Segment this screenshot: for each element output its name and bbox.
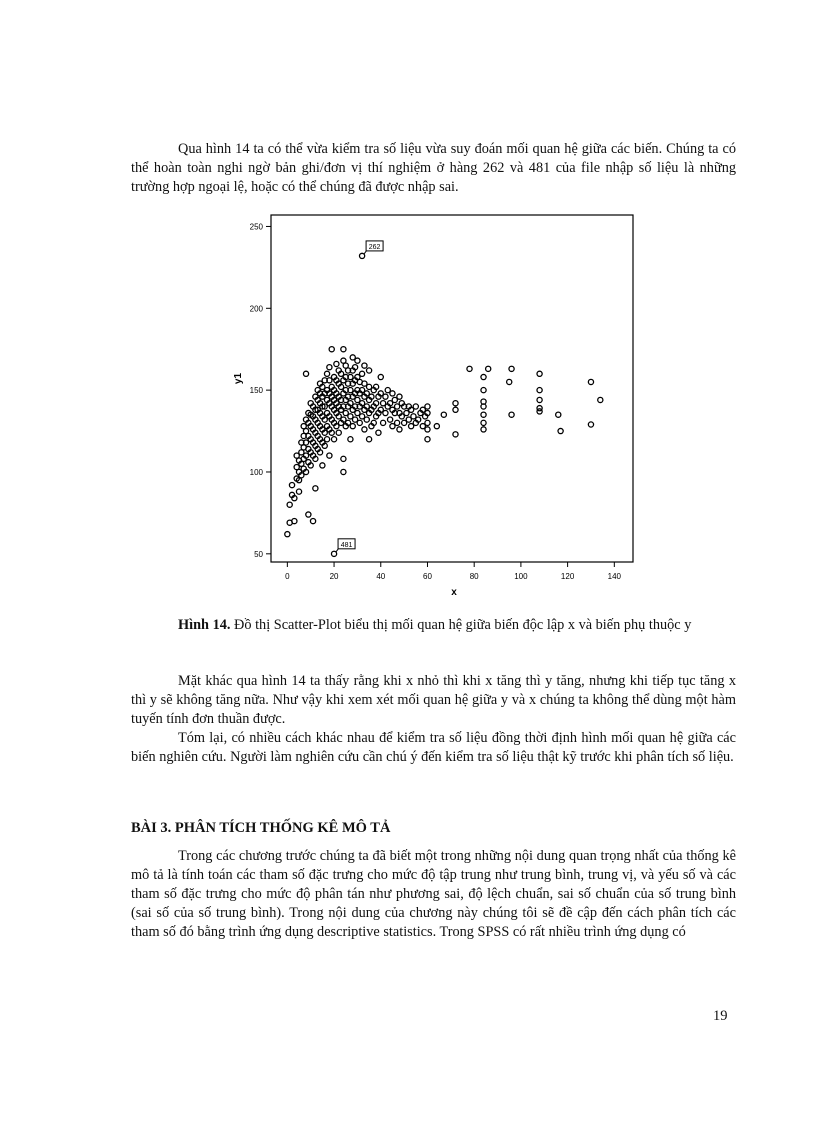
paragraph-observation: Mặt khác qua hình 14 ta thấy rằng khi x nhỏ thì khi x tăng thì y tăng, nhưng khi tiếp tục tăng x thì y sẽ không tăng nữa. Như vậy khi xem xét mối quan hệ giữa y và x chúng ta không thể dùng một hàm tuyến tính đơn thuần được. <box>131 673 736 727</box>
data-point <box>324 371 329 376</box>
data-point <box>556 412 561 417</box>
data-point <box>362 427 367 432</box>
x-tick-label: 40 <box>376 572 386 581</box>
data-point <box>481 388 486 393</box>
data-point <box>537 371 542 376</box>
data-point <box>378 374 383 379</box>
data-point <box>425 437 430 442</box>
data-point <box>296 489 301 494</box>
data-point <box>331 551 336 556</box>
scatter-plot <box>226 210 646 602</box>
data-point <box>558 428 563 433</box>
data-point <box>287 502 292 507</box>
y-tick-label: 200 <box>249 304 263 314</box>
data-point <box>357 420 362 425</box>
data-point <box>390 391 395 396</box>
data-point <box>341 469 346 474</box>
data-point <box>381 420 386 425</box>
data-point <box>289 482 294 487</box>
data-point <box>336 430 341 435</box>
data-point <box>348 437 353 442</box>
x-tick-label: 100 <box>514 572 528 581</box>
data-point <box>324 437 329 442</box>
x-tick-label: 0 <box>285 572 290 581</box>
y-tick-label: 250 <box>249 222 263 232</box>
y-tick-label: 100 <box>249 467 263 477</box>
data-point <box>310 518 315 523</box>
data-point <box>395 420 400 425</box>
data-point <box>350 424 355 429</box>
data-point <box>388 417 393 422</box>
data-point <box>453 432 458 437</box>
data-point <box>383 394 388 399</box>
data-point <box>327 453 332 458</box>
data-point <box>397 394 402 399</box>
data-point <box>507 379 512 384</box>
data-point <box>434 424 439 429</box>
data-point <box>441 412 446 417</box>
data-point <box>425 420 430 425</box>
data-point <box>313 486 318 491</box>
data-point <box>467 366 472 371</box>
x-tick-label: 80 <box>469 572 479 581</box>
data-point <box>588 379 593 384</box>
data-point <box>537 406 542 411</box>
data-point <box>341 456 346 461</box>
data-point <box>413 404 418 409</box>
section-heading: BÀI 3. PHÂN TÍCH THỐNG KÊ MÔ TẢ <box>131 820 391 836</box>
data-point <box>364 417 369 422</box>
data-point <box>598 397 603 402</box>
data-point <box>481 374 486 379</box>
x-tick-label: 140 <box>607 572 621 581</box>
data-point <box>425 427 430 432</box>
data-point <box>303 371 308 376</box>
data-point <box>292 518 297 523</box>
data-point <box>366 368 371 373</box>
data-point <box>366 437 371 442</box>
data-point <box>486 366 491 371</box>
data-point <box>425 404 430 409</box>
data-point <box>362 363 367 368</box>
data-point <box>285 532 290 537</box>
data-point <box>383 410 388 415</box>
x-tick-label: 120 <box>560 572 575 581</box>
data-point <box>320 463 325 468</box>
data-point <box>341 347 346 352</box>
data-point <box>481 427 486 432</box>
x-axis-label: x <box>451 587 457 598</box>
data-point <box>453 401 458 406</box>
data-point <box>481 420 486 425</box>
data-point <box>327 365 332 370</box>
data-point <box>453 407 458 412</box>
paragraph-chapter-intro: Trong các chương trước chúng ta đã biết một trong những nội dung quan trọng nhất của thống kê mô tả là tính toán các tham số đặc trưng cho mức độ tập trung như trung bình, trung vị, và yếu số và các tham số đặc trưng cho mức độ phân tán như phương sai, độ lệch chuẩn, sai số chuẩn của số trung bình (sai số của số trung bình). Trong nội dung của chương này chúng tôi sẽ đề cập đến cách phân tích các tham số đó bằng trình ứng dụng descriptive statistics. Trong SPSS có rất nhiều trình ứng dụng có <box>131 848 736 940</box>
data-point <box>359 253 364 258</box>
paragraph-intro: Qua hình 14 ta có thể vừa kiểm tra số liệu vừa suy đoán mối quan hệ giữa các biến. Chúng ta có thể hoàn toàn nghi ngờ bản ghi/đơn vị thí nghiệm ở hàng 262 và 481 của file nhập số liệu là những trường hợp ngoại lệ, hoặc có thể chúng đã được nhập sai. <box>131 141 736 195</box>
annotation-label: 262 <box>368 243 381 251</box>
data-point <box>537 388 542 393</box>
paragraph-summary: Tóm lại, có nhiều cách khác nhau để kiểm tra số liệu đồng thời định hình mối quan hệ giữa các biến nghiên cứu. Người làm nghiên cứu cần chú ý đến kiểm tra số liệu thật kỹ trước khi phân tích số liệu. <box>131 730 736 765</box>
data-point <box>355 358 360 363</box>
figure-caption <box>131 616 736 635</box>
x-tick-label: 20 <box>329 572 339 581</box>
data-point <box>331 437 336 442</box>
data-point <box>509 412 514 417</box>
data-point <box>329 347 334 352</box>
y-axis-label: y1 <box>233 372 244 385</box>
data-point <box>306 512 311 517</box>
data-point <box>588 422 593 427</box>
x-tick-label: 60 <box>423 572 432 581</box>
data-point <box>334 361 339 366</box>
data-point <box>376 430 381 435</box>
y-tick-label: 50 <box>254 549 263 559</box>
y-tick-label: 150 <box>249 386 263 396</box>
data-point <box>359 371 364 376</box>
caption-text: Đồ thị Scatter-Plot biểu thị mối quan hệ giữa biến độc lập x và biến phụ thuộc y <box>230 617 692 633</box>
data-point <box>509 366 514 371</box>
caption-label: Hình 14. <box>178 617 231 633</box>
data-point <box>481 412 486 417</box>
data-point <box>537 397 542 402</box>
page-number: 19 <box>713 1008 728 1024</box>
annotation-label: 481 <box>340 541 353 549</box>
data-point <box>397 427 402 432</box>
